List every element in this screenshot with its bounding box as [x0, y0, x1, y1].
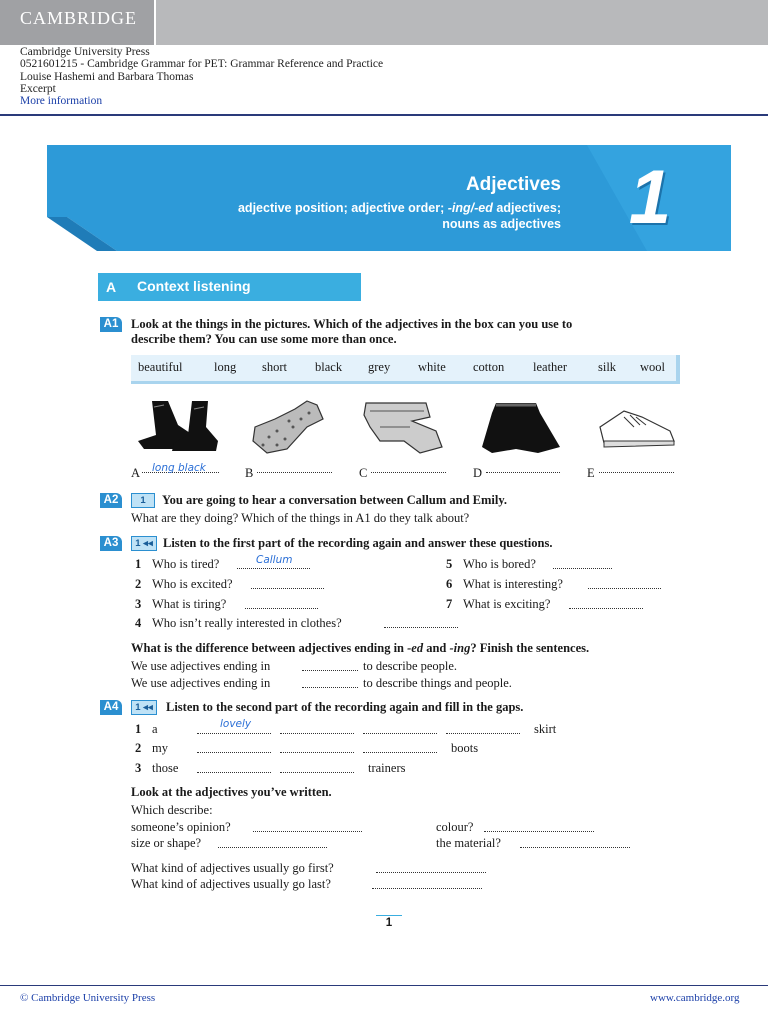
page-number: 1: [376, 915, 402, 929]
question-number: 4: [135, 616, 142, 630]
word-item: long: [214, 360, 237, 374]
footer-divider: [0, 985, 768, 986]
a3-instruction: Listen to the first part of the recording again and answer these questions.: [163, 536, 553, 550]
gap-line[interactable]: [197, 772, 271, 773]
answer-line[interactable]: [237, 568, 310, 569]
question-text: Who is excited?: [152, 577, 233, 591]
cambridge-logo: CAMBRIDGE: [20, 8, 138, 28]
picture-label-a: A: [131, 466, 141, 480]
answer-line[interactable]: [376, 872, 486, 873]
question-number: 1: [135, 557, 142, 571]
row-number: 2: [135, 741, 142, 755]
chapter-subtitle-line1: adjective position; adjective order; -ing/-ed adjectives;: [237, 201, 561, 215]
picture-label-c: C: [359, 466, 368, 480]
which-describe: Which describe:: [131, 803, 213, 817]
more-information-link[interactable]: More information: [20, 95, 103, 107]
row-word: those: [152, 761, 179, 775]
question-text: What is interesting?: [463, 577, 563, 591]
first-question: What kind of adjectives usually go first?: [131, 861, 334, 875]
exercise-tag-a3: A3: [100, 536, 122, 551]
question-number: 6: [446, 577, 453, 591]
chapter-title: Adjectives: [465, 174, 561, 195]
difference-question: What is the difference between adjectives ending in -ed and -ing? Finish the sentences.: [131, 641, 590, 655]
header-divider: [0, 114, 768, 116]
answer-line-c[interactable]: [371, 472, 446, 473]
a1-instruction-line1: Look at the things in the pictures. Which of the adjectives in the box can you use to: [131, 317, 573, 331]
exercise-tag-a1: A1: [100, 317, 122, 332]
answer-line[interactable]: [384, 627, 458, 628]
answer-line[interactable]: [372, 888, 482, 889]
cd-track-icon[interactable]: [131, 493, 155, 508]
cd-track-icon[interactable]: 1 ◂◂: [131, 536, 157, 551]
a1-instruction-line2: describe them? You can use some more than once.: [131, 332, 397, 346]
row-number: 1: [135, 722, 142, 736]
sentence2-start: We use adjectives ending in: [131, 676, 271, 690]
sentence2-end: to describe things and people.: [363, 676, 512, 690]
answer-line[interactable]: [302, 687, 358, 688]
chapter-number: 1: [628, 155, 672, 240]
exercise-tag-a4: A4: [100, 700, 122, 715]
cd-track-number: 1: [135, 538, 141, 549]
question-text: Who is bored?: [463, 557, 536, 571]
answer-line[interactable]: [520, 847, 630, 848]
cd-track-icon[interactable]: 1 ◂◂: [131, 700, 157, 715]
boots-picture: [134, 397, 224, 457]
material-label: the material?: [436, 836, 501, 850]
row-word: a: [152, 722, 158, 736]
answer-line[interactable]: [302, 670, 358, 671]
answer-line[interactable]: [569, 608, 643, 609]
word-item: beautiful: [138, 360, 183, 374]
question-text: Who is tired?: [152, 557, 220, 571]
word-item: silk: [598, 360, 617, 374]
gap-line[interactable]: [280, 733, 354, 734]
sentence1-end: to describe people.: [363, 659, 458, 673]
a2-line2: What are they doing? Which of the things in A1 do they talk about?: [131, 511, 470, 525]
answer-line[interactable]: [588, 588, 661, 589]
question-text: Who isn’t really interested in clothes?: [152, 616, 342, 630]
question-text: What is exciting?: [463, 597, 551, 611]
answer-line[interactable]: [484, 831, 594, 832]
word-item: white: [418, 360, 446, 374]
sentence1-start: We use adjectives ending in: [131, 659, 271, 673]
gap-line[interactable]: [197, 752, 271, 753]
publisher: Cambridge University Press: [20, 46, 150, 58]
dress-picture: [247, 397, 337, 457]
answer-line[interactable]: [253, 831, 362, 832]
gap-line[interactable]: [280, 772, 354, 773]
opinion-label: someone’s opinion?: [131, 820, 231, 834]
isbn-title: 0521601215 - Cambridge Grammar for PET: Grammar Reference and Practice: [20, 58, 384, 70]
authors: Louise Hashemi and Barbara Thomas: [20, 71, 194, 83]
answer-line[interactable]: [245, 608, 318, 609]
question-number: 3: [135, 597, 142, 611]
chapter-subtitle-line2: nouns as adjectives: [442, 217, 561, 231]
picture-label-e: E: [587, 466, 595, 480]
answer-line-b[interactable]: [257, 472, 332, 473]
sweater-picture: [360, 397, 450, 457]
row-noun: trainers: [368, 761, 406, 775]
gap-line[interactable]: [280, 752, 354, 753]
cd-track-number: 1: [135, 702, 141, 713]
question-number: 5: [446, 557, 453, 571]
gap-line[interactable]: [446, 733, 520, 734]
answer-line[interactable]: [553, 568, 612, 569]
question-text: What is tiring?: [152, 597, 227, 611]
handwritten-answer: lovely: [220, 718, 252, 730]
gap-line[interactable]: [363, 733, 437, 734]
handwritten-answer: Callum: [256, 554, 293, 566]
exercise-tag-a2: A2: [100, 493, 122, 508]
row-noun: skirt: [534, 722, 557, 736]
answer-line-d[interactable]: [486, 472, 560, 473]
colour-label: colour?: [436, 820, 474, 834]
gap-line[interactable]: [363, 752, 437, 753]
website-link[interactable]: www.cambridge.org: [650, 992, 740, 1004]
picture-label-b: B: [245, 466, 254, 480]
word-item: black: [315, 360, 343, 374]
answer-line-e[interactable]: [599, 472, 674, 473]
handwritten-answer-a: long black: [152, 462, 206, 474]
copyright-link[interactable]: © Cambridge University Press: [20, 992, 156, 1004]
look-heading: Look at the adjectives you’ve written.: [131, 785, 332, 799]
picture-label-d: D: [473, 466, 483, 480]
size-label: size or shape?: [131, 836, 202, 850]
question-number: 2: [135, 577, 142, 591]
section-title: Context listening: [137, 278, 251, 294]
row-noun: boots: [451, 741, 479, 755]
answer-line[interactable]: [251, 588, 324, 589]
question-number: 7: [446, 597, 453, 611]
trainers-picture: [594, 397, 684, 457]
word-item: short: [262, 360, 287, 374]
word-item: leather: [533, 360, 568, 374]
gap-line[interactable]: [197, 733, 271, 734]
last-question: What kind of adjectives usually go last?: [131, 877, 331, 891]
row-number: 3: [135, 761, 142, 775]
excerpt-label: Excerpt: [20, 83, 56, 95]
word-item: cotton: [473, 360, 505, 374]
a4-instruction: Listen to the second part of the recording again and fill in the gaps.: [166, 700, 524, 714]
answer-line[interactable]: [218, 847, 327, 848]
skirt-picture: [476, 397, 566, 457]
word-item: wool: [640, 360, 665, 374]
word-item: grey: [368, 360, 391, 374]
cd-track-number: 1: [140, 495, 146, 506]
a2-line1: You are going to hear a conversation between Callum and Emily.: [162, 493, 508, 507]
row-word: my: [152, 741, 168, 755]
section-letter: A: [105, 279, 117, 295]
